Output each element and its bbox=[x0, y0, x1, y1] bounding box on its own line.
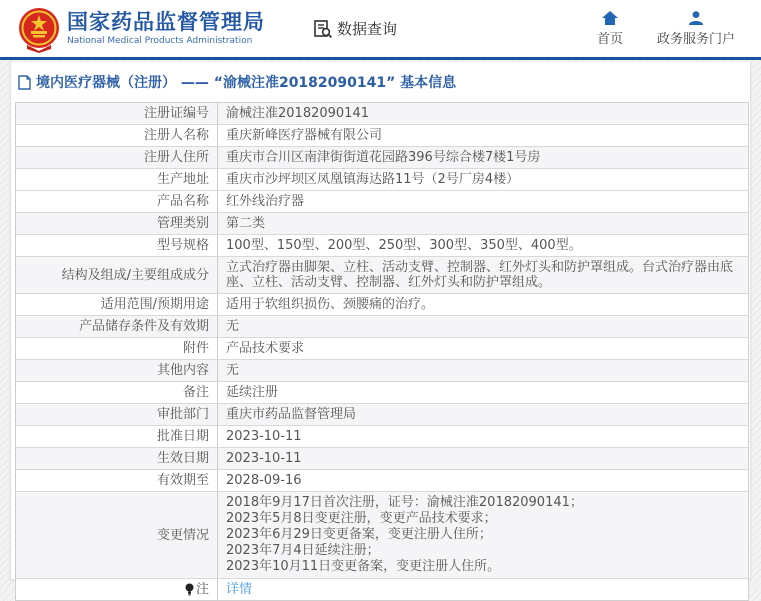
row-value bbox=[218, 147, 748, 168]
row-label-text: 注册人名称 bbox=[143, 128, 209, 143]
table-row bbox=[16, 213, 748, 235]
row-value-text: 第二类 bbox=[226, 216, 266, 231]
row-value-text: 渝械注准20182090141 bbox=[226, 106, 369, 121]
row-label bbox=[16, 579, 218, 600]
agency-name-en: National Medical Products Administration bbox=[67, 35, 253, 46]
row-label-text: 管理类别 bbox=[156, 216, 209, 231]
table-row bbox=[16, 404, 748, 426]
row-label bbox=[16, 103, 218, 124]
nav-home-label: 首页 bbox=[596, 31, 623, 47]
row-label bbox=[16, 191, 218, 212]
row-value-text: 2023-10-11 bbox=[226, 451, 302, 466]
row-label-text: 有效期至 bbox=[156, 473, 209, 488]
info-table bbox=[15, 102, 749, 601]
table-row bbox=[16, 257, 748, 294]
nav-portal-label: 政务服务门户 bbox=[656, 31, 735, 47]
change-history-line: 2018年9月17日首次注册，证号：渝械注准20182090141； bbox=[226, 495, 583, 510]
row-value bbox=[218, 316, 748, 337]
row-value-text: 立式治疗器由脚架、立柱、活动支臂、控制器、红外灯头和防护罩组成。台式治疗器由底座、立柱、活动支臂、控制器、红外灯头和防护罩组成。 bbox=[226, 260, 734, 290]
data-query-button[interactable] bbox=[313, 18, 397, 39]
row-value-text: 延续注册 bbox=[226, 385, 279, 400]
table-row bbox=[16, 125, 748, 147]
row-label bbox=[16, 360, 218, 381]
row-value bbox=[218, 213, 748, 234]
row-label-text: 型号规格 bbox=[156, 238, 209, 253]
row-label-text: 其他内容 bbox=[156, 363, 209, 378]
row-value-text: 无 bbox=[226, 363, 240, 378]
change-history-line: 2023年6月29日变更备案，变更注册人住所； bbox=[226, 527, 492, 542]
row-label-text: 注册证编号 bbox=[143, 106, 209, 121]
row-value-text: 重庆市合川区南津街街道花园路396号综合楼7楼1号房 bbox=[226, 150, 541, 165]
row-value bbox=[218, 169, 748, 190]
table-row bbox=[16, 235, 748, 257]
row-label bbox=[16, 404, 218, 425]
row-label bbox=[16, 169, 218, 190]
row-value bbox=[218, 294, 748, 315]
nav-portal[interactable] bbox=[657, 11, 735, 47]
row-value-text: 重庆市药品监督管理局 bbox=[226, 407, 357, 422]
row-value-text: 红外线治疗器 bbox=[226, 194, 305, 209]
row-value bbox=[218, 103, 748, 124]
row-label bbox=[16, 448, 218, 469]
row-label-text: 产品储存条件及有效期 bbox=[78, 319, 209, 334]
row-label bbox=[16, 257, 218, 293]
agency-title-block bbox=[67, 11, 265, 47]
row-label-text: 生产地址 bbox=[156, 172, 209, 187]
row-value-text: 产品技术要求 bbox=[226, 341, 305, 356]
row-value bbox=[218, 125, 748, 146]
nav-home[interactable] bbox=[597, 11, 623, 47]
row-value bbox=[218, 191, 748, 212]
row-label bbox=[16, 470, 218, 491]
table-row bbox=[16, 316, 748, 338]
row-value-text: 重庆新峰医疗器械有限公司 bbox=[226, 128, 383, 143]
change-history-line: 2023年5月8日变更注册，变更产品技术要求； bbox=[226, 511, 497, 526]
row-label-text: 审批部门 bbox=[156, 407, 209, 422]
table-row bbox=[16, 360, 748, 382]
row-value-text: 重庆市沙坪坝区凤凰镇海达路11号（2号厂房4楼） bbox=[226, 172, 520, 187]
table-row bbox=[16, 448, 748, 470]
table-row bbox=[16, 147, 748, 169]
row-value-text: 2028-09-16 bbox=[226, 473, 302, 488]
table-row bbox=[16, 426, 748, 448]
home-icon bbox=[602, 11, 618, 25]
row-label bbox=[16, 125, 218, 146]
row-label bbox=[16, 382, 218, 403]
table-row bbox=[16, 294, 748, 316]
document-icon bbox=[18, 75, 31, 90]
row-value bbox=[218, 579, 748, 600]
content-card bbox=[10, 62, 751, 597]
row-value-text: 适用于软组织损伤、颈腰痛的治疗。 bbox=[226, 297, 435, 312]
row-label-text: 结构及组成/主要组成成分 bbox=[61, 267, 209, 283]
row-label bbox=[16, 213, 218, 234]
row-value bbox=[218, 470, 748, 491]
row-value bbox=[218, 448, 748, 469]
table-row bbox=[16, 470, 748, 492]
row-label bbox=[16, 316, 218, 337]
row-label-text: 适用范围/预期用途 bbox=[100, 297, 209, 312]
national-emblem-icon bbox=[18, 7, 60, 53]
row-label bbox=[16, 492, 218, 578]
row-value bbox=[218, 492, 748, 578]
row-value bbox=[218, 257, 748, 293]
table-row bbox=[16, 492, 748, 579]
row-label bbox=[16, 426, 218, 447]
table-row bbox=[16, 338, 748, 360]
table-row bbox=[16, 382, 748, 404]
lightbulb-icon bbox=[185, 583, 194, 596]
row-label-text: 注 bbox=[195, 582, 209, 597]
row-label-text: 注册人住所 bbox=[143, 150, 209, 165]
page-title-text: 境内医疗器械（注册） —— “渝械注准20182090141” 基本信息 bbox=[36, 75, 457, 91]
document-search-icon bbox=[313, 19, 333, 39]
row-label bbox=[16, 235, 218, 256]
row-value bbox=[218, 338, 748, 359]
row-label-text: 附件 bbox=[182, 341, 209, 356]
row-label bbox=[16, 147, 218, 168]
row-label-text: 产品名称 bbox=[156, 194, 209, 209]
row-value-text: 2023-10-11 bbox=[226, 429, 302, 444]
header-divider bbox=[0, 57, 761, 60]
detail-link[interactable]: 详情 bbox=[226, 582, 253, 597]
row-label-text: 变更情况 bbox=[156, 527, 209, 543]
row-label-text: 批准日期 bbox=[156, 429, 209, 444]
agency-name-cn: 国家药品监督管理局 bbox=[67, 9, 265, 34]
row-value bbox=[218, 426, 748, 447]
row-value bbox=[218, 360, 748, 381]
row-value-text: 无 bbox=[226, 319, 240, 334]
user-icon bbox=[688, 11, 704, 25]
row-label bbox=[16, 338, 218, 359]
row-value bbox=[218, 235, 748, 256]
row-value-text: 100型、150型、200型、250型、300型、350型、400型。 bbox=[226, 238, 582, 253]
change-history-line: 2023年7月4日延续注册； bbox=[226, 543, 380, 558]
top-nav bbox=[597, 11, 761, 47]
page-title bbox=[11, 62, 750, 92]
data-query-label: 数据查询 bbox=[337, 20, 398, 38]
row-label bbox=[16, 294, 218, 315]
row-value bbox=[218, 404, 748, 425]
table-row bbox=[16, 103, 748, 125]
table-row bbox=[16, 579, 748, 600]
table-row bbox=[16, 169, 748, 191]
table-row bbox=[16, 191, 748, 213]
row-label-text: 备注 bbox=[182, 385, 209, 400]
row-value bbox=[218, 382, 748, 403]
change-history-line: 2023年10月11日变更备案，变更注册人住所。 bbox=[226, 559, 501, 574]
top-header bbox=[0, 0, 761, 57]
row-label-text: 生效日期 bbox=[156, 451, 209, 466]
